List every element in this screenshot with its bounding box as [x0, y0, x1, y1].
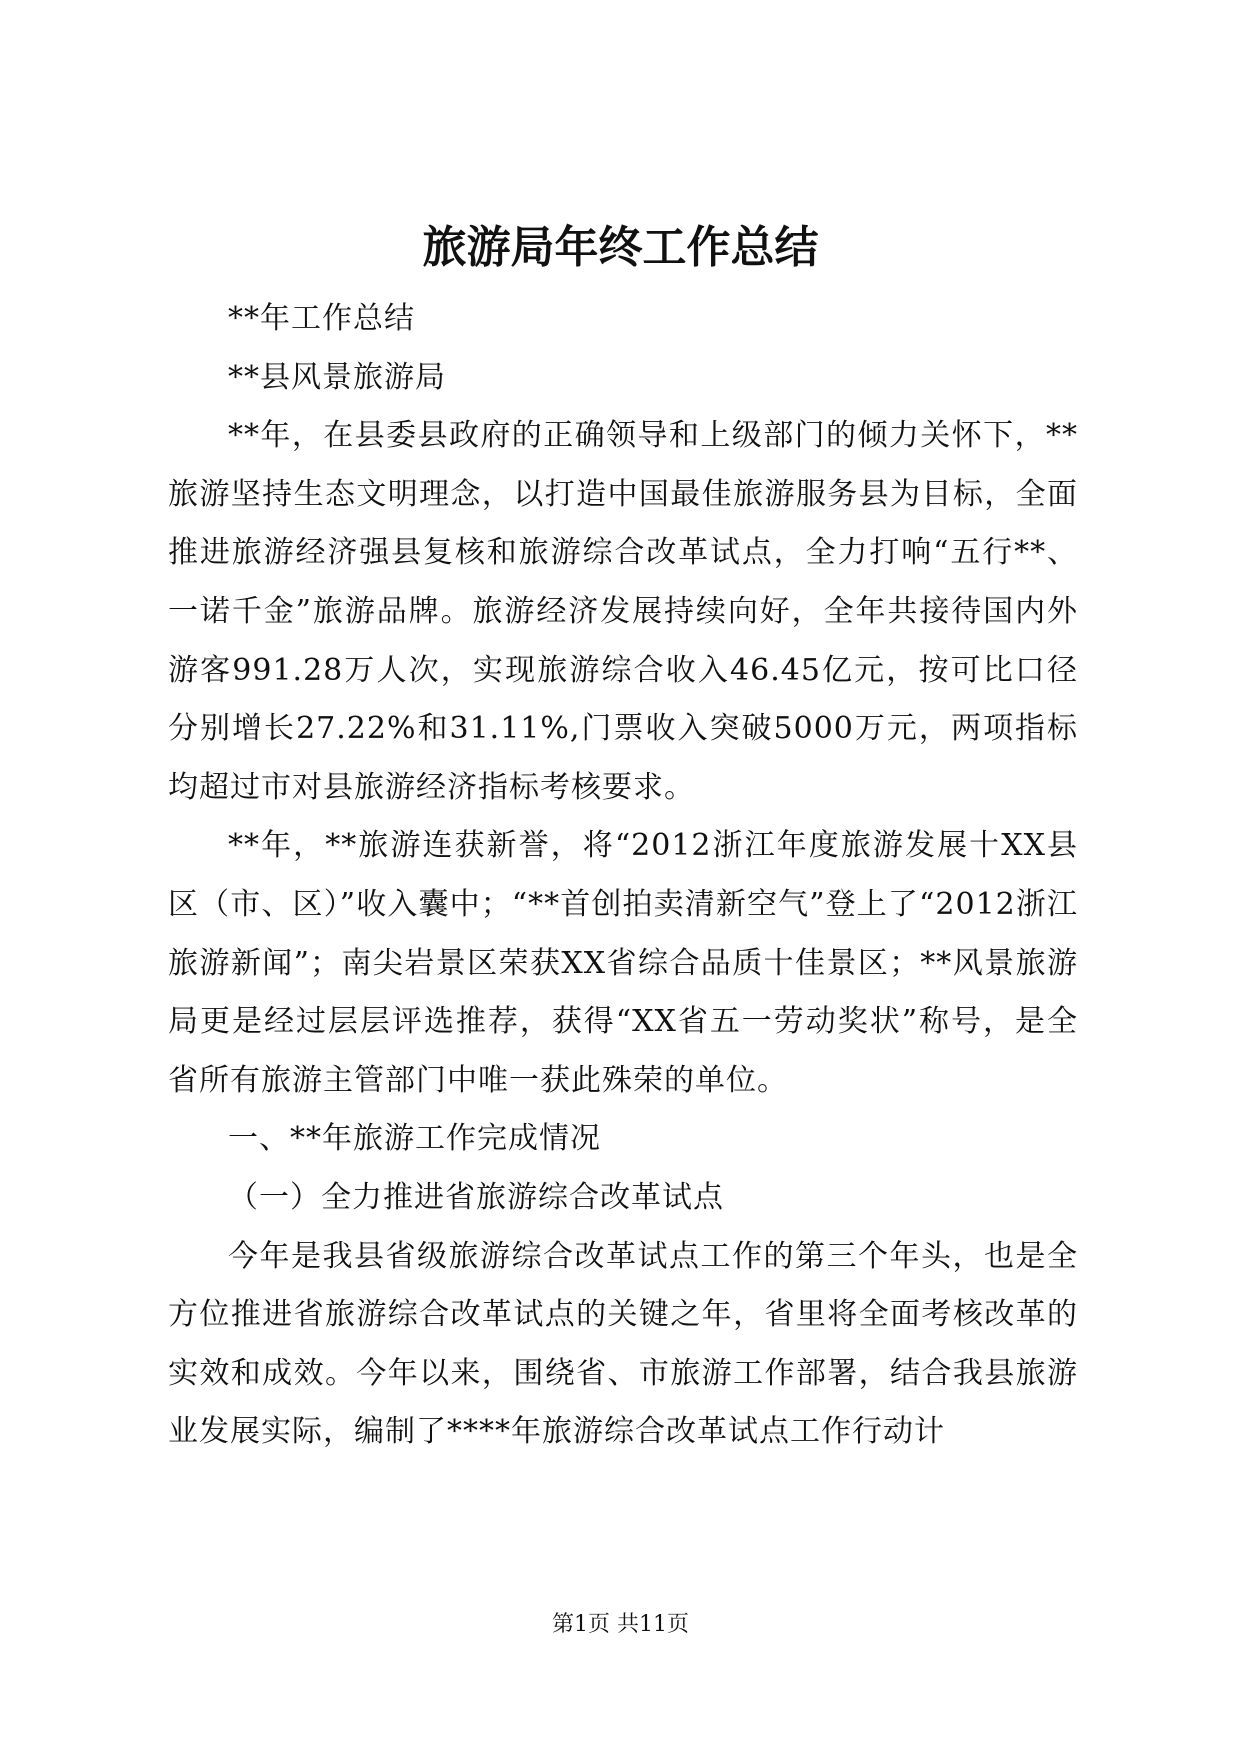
page-number: 第1页 共11页 [552, 1612, 689, 1637]
section-heading: 一、**年旅游工作完成情况 [228, 1121, 601, 1157]
document-title: 旅游局年终工作总结 [422, 222, 819, 273]
paragraph-reform: 今年是我县省级旅游综合改革试点工作的第三个年头，也是全方位推进省旅游综合改革试点的关键之年，省里将全面考核改革的实效和成效。今年以来，围绕省、市旅游工作部署，结合我县旅游业发展实际，编制了****年旅游综合改革试点工作行动计 [168, 1238, 1078, 1450]
paragraph-subtitle: **年工作总结 [228, 301, 415, 336]
document-body [168, 290, 1078, 1462]
paragraph-honors: **年，**旅游连获新誉，将“2012浙江年度旅游发展十XX县区（市、区）”收入囊中；“**首创拍卖清新空气”登上了“2012浙江旅游新闻”；南尖岩景区荣获XX省综合品质十佳景区；**风景旅游局更是经过层层评选推荐，获得“XX省五一劳动奖状”称号，是全省所有旅游主管部门中唯一获此殊荣的单位。 [168, 828, 1078, 1098]
subsection-heading: （一）全力推进省旅游综合改革试点 [228, 1179, 724, 1215]
paragraph-organization: **县风景旅游局 [228, 359, 446, 395]
paragraph-overview: **年，在县委县政府的正确领导和上级部门的倾力关怀下，**旅游坚持生态文明理念，以打造中国最佳旅游服务县为目标，全面推进旅游经济强县复核和旅游综合改革试点，全力打响“五行**、一诺千金”旅游品牌。旅游经济发展持续向好，全年共接待国内外游客991.28万人次，实现旅游综合收入46.45亿元，按可比口径分别增长27.22%和31.11%,门票收入突破5000万元，两项指标均超过市对县旅游经济指标考核要求。 [168, 418, 1078, 805]
